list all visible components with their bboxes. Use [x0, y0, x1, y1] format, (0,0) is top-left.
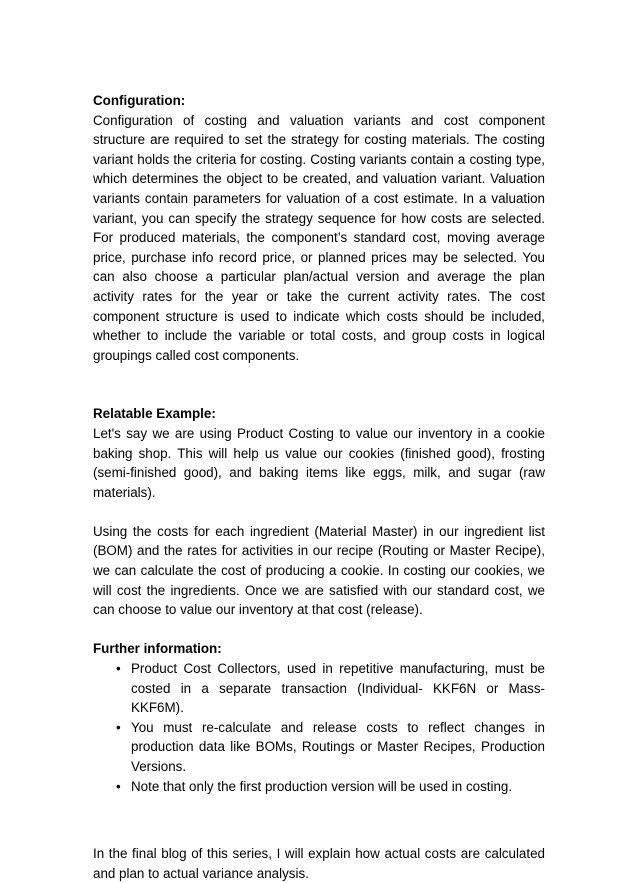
closing-paragraph: In the final blog of this series, I will explain how actual costs are calculated and plan to actual variance analysis. [93, 846, 545, 881]
list-item-text: You must re-calculate and release costs to reflect changes in production data like BOMs, Routings or Master Recipes, Production Versions. [131, 719, 545, 774]
configuration-paragraph: Configuration of costing and valuation variants and cost component structure are required to set the strategy for costing materials. The costing variant holds the criteria for costing. Costing variants contain a costing type, which determines the object to be created, and valuation variant. Valuation variants contain parameters for valuation of a cost estimate. In a valuation variant, you can specify the strategy sequence for how costs are selected. For produced materials, the component’s standard cost, moving average price, purchase info record price, or planned prices may be selected. You can also choose a particular plan/actual version and average the plan activity rates for the year or take the current activity rates. The cost component structure is used to indicate which costs should be included, whether to include the variable or total costs, and group costs in logical groupings called cost components. [93, 112, 545, 363]
paragraph-spacer [93, 502, 545, 522]
section-spacer [93, 365, 545, 404]
list-item [93, 718, 545, 777]
list-item [93, 659, 545, 718]
further-info-list [93, 659, 545, 796]
bullet-icon: • [116, 778, 121, 794]
example-paragraph-2: Using the costs for each ingredient (Material Master) in our ingredient list (BOM) and the rates for activities in our recipe (Routing or Master Recipe), we can calculate the cost of producing a cookie. In costing our cookies, we will cost the ingredients. Once we are satisfied with our standard cost, we can choose to value our inventory at that cost (release). [93, 523, 545, 618]
configuration-heading: Configuration: [93, 93, 186, 108]
paragraph-spacer [93, 620, 545, 640]
list-item-text: Note that only the first production version will be used in costing. [131, 778, 513, 794]
example-paragraph-1: Let's say we are using Product Costing to value our inventory in a cookie baking shop. This will help us value our cookies (finished good), frosting (semi-finished good), and baking items like eggs, milk, and sugar (raw materials). [93, 425, 545, 500]
list-item-text: Product Cost Collectors, used in repetitive manufacturing, must be costed in a separate transaction (Individual- KKF6N or Mass- KKF6M). [131, 661, 545, 716]
document-page [93, 91, 545, 883]
example-heading: Relatable Example: [93, 406, 216, 422]
bullet-icon: • [116, 719, 121, 735]
bullet-icon: • [116, 661, 121, 677]
section-spacer [93, 796, 545, 844]
further-info-heading: Further information: [93, 641, 222, 657]
list-item [93, 777, 545, 797]
